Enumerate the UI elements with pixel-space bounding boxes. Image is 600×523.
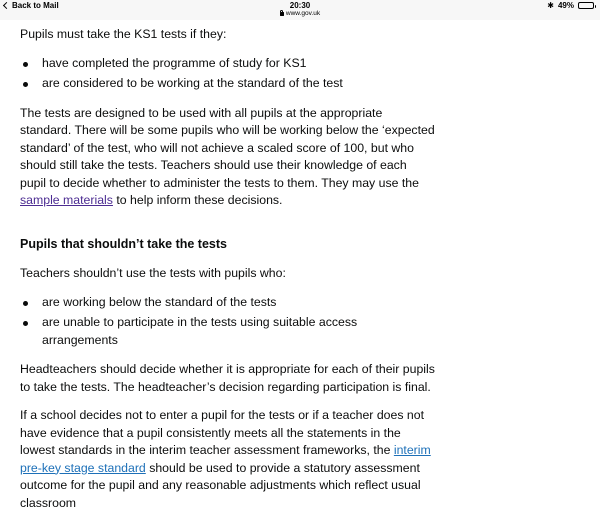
list-item — [20, 314, 435, 349]
shouldnt-use-paragraph: Teachers shouldn’t use the tests with pupils who: — [20, 266, 286, 280]
intro-paragraph: Pupils must take the KS1 tests if they: — [20, 27, 227, 41]
battery-icon — [578, 2, 594, 9]
list-item-text: are considered to be working at the standard of the test — [42, 76, 343, 90]
list-item-text: have completed the programme of study for KS1 — [42, 55, 307, 70]
status-bar — [0, 0, 600, 20]
shouldnt-take-list — [20, 294, 435, 350]
section-heading: Pupils that shouldn’t take the tests — [20, 236, 227, 251]
url-text: www.gov.uk — [285, 10, 321, 17]
list-item-text: are working below the standard of the tests — [42, 294, 277, 309]
paragraph-text: If a school decides not to enter a pupil for the tests or if a teacher does not have evidence that a pupil consistently meets all the statements in the lowest standards in the interim teacher assessment frameworks, the — [20, 408, 424, 457]
must-take-list — [20, 55, 435, 93]
sample-materials-link[interactable]: sample materials — [20, 193, 113, 207]
list-item — [20, 75, 435, 93]
lock-icon — [280, 12, 284, 16]
headteacher-paragraph: Headteachers should decide whether it is appropriate for each of their pupils to take the tests. The headteacher’s decision regarding participation is final. — [20, 362, 435, 394]
paragraph-text: to help inform these decisions. — [112, 193, 283, 207]
clock: 20:30 — [289, 1, 311, 10]
list-item-text: are unable to participate in the tests using suitable access arrangements — [42, 315, 358, 347]
bluetooth-icon: ✱ — [547, 1, 554, 10]
list-item — [20, 55, 435, 73]
bullet-icon — [23, 62, 28, 67]
interim-pre-key-stage-link[interactable]: interim pre-key stage standard — [20, 443, 431, 475]
paragraph-text: should be used to provide a statutory assessment outcome for the pupil and any reasonable adjustments which reflect usual classroom — [20, 460, 421, 510]
list-item — [20, 294, 435, 312]
url-display[interactable] — [0, 10, 600, 17]
article-content — [20, 26, 435, 523]
back-to-mail-label: Back to Mail — [12, 1, 59, 10]
bullet-icon — [23, 82, 28, 87]
system-status — [547, 1, 594, 10]
pre-key-stage-paragraph — [20, 407, 435, 512]
paragraph-text: The tests are designed to be used with all pupils at the appropriate standard. There will be some pupils who will be working below the ‘expected standard’ of the test, who will not achieve a scaled score of 100, but who should still take the tests. Teachers should use their knowledge of each pupil to decide whether to administer the tests to them. They may use the — [20, 105, 435, 190]
bullet-icon — [23, 301, 28, 306]
bullet-icon — [23, 321, 28, 326]
tests-design-paragraph — [20, 105, 435, 210]
battery-percent: 49% — [557, 1, 574, 10]
